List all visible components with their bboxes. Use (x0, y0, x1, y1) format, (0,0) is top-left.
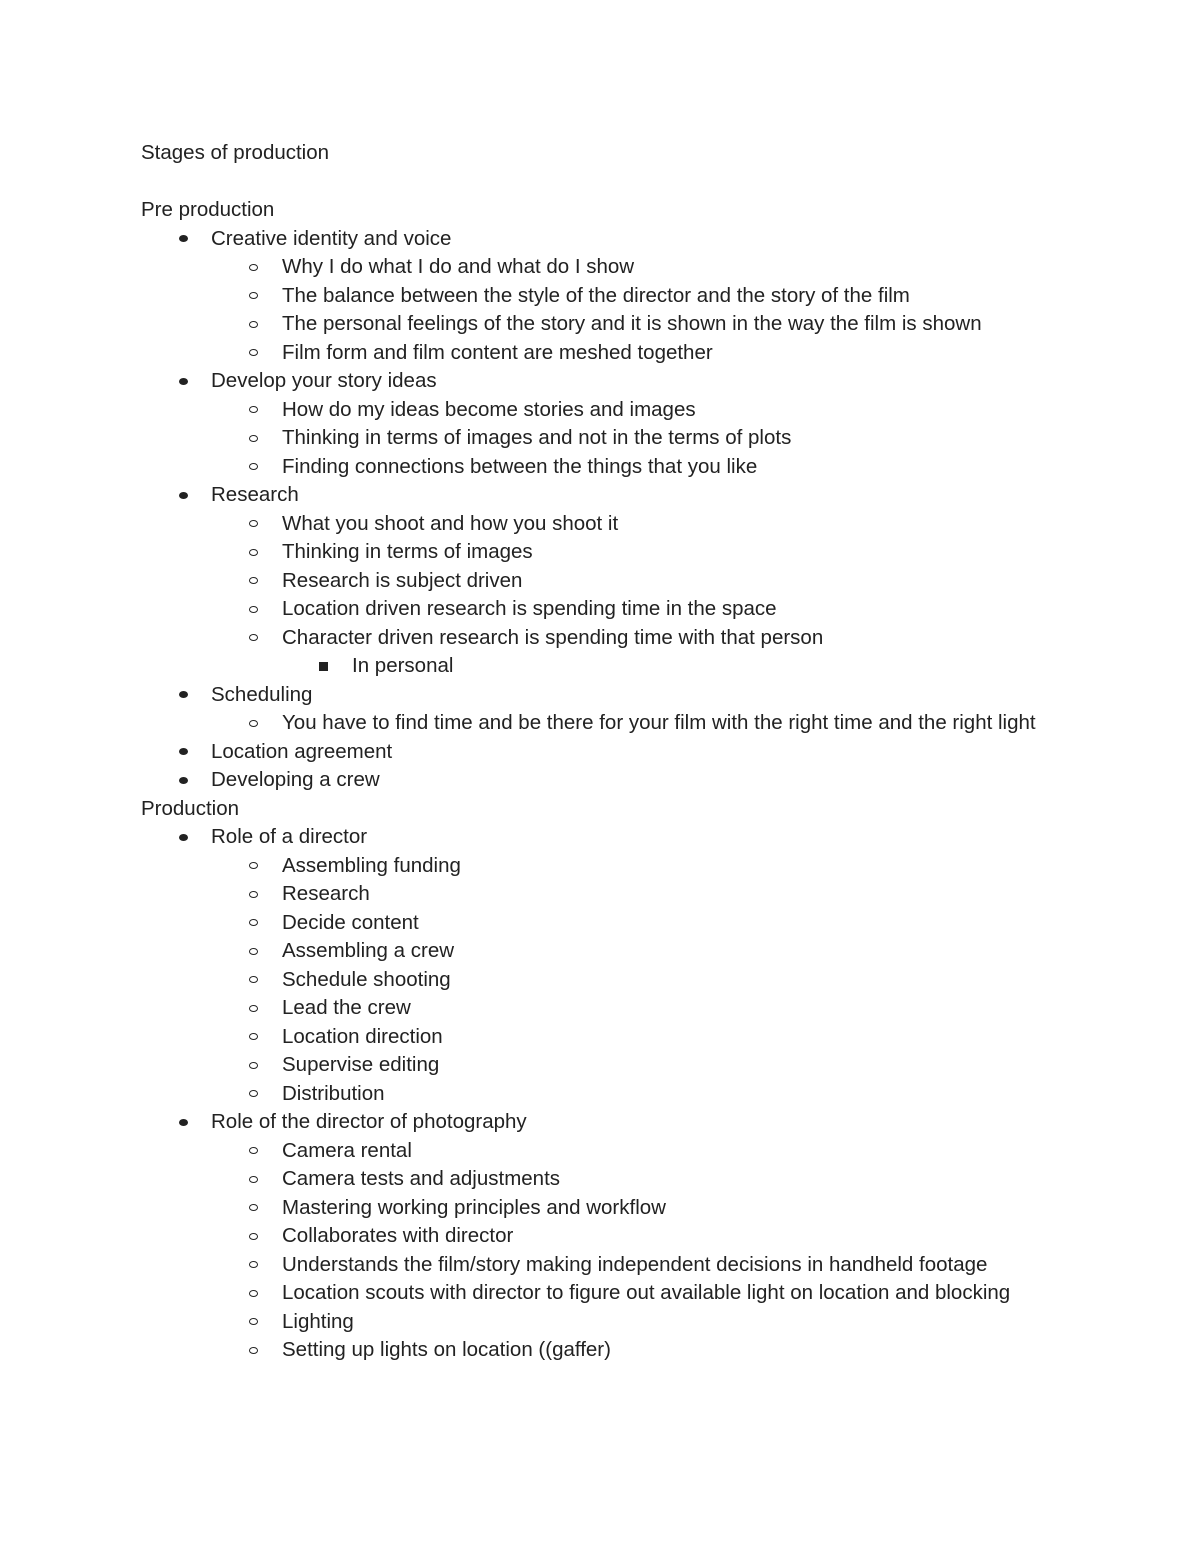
circle-bullet-icon (249, 339, 258, 368)
circle-bullet-icon (249, 1023, 258, 1052)
list-item-text: Research is subject driven (282, 568, 523, 592)
list-item-text: Thinking in terms of images (282, 540, 533, 563)
disc-bullet-icon (179, 367, 188, 396)
spacer (141, 168, 1061, 197)
circle-bullet-icon (249, 1194, 258, 1223)
list-item-level-3 (141, 652, 1061, 681)
list-item-level-2 (141, 1194, 1061, 1223)
list-item-text: Setting up lights on location ((gaffer) (282, 1338, 611, 1361)
list-item-level-1 (141, 1108, 1061, 1137)
disc-bullet-icon (179, 225, 188, 254)
list-item-text: Role of the director of photography (211, 1110, 527, 1133)
list-item-level-2 (141, 624, 1061, 653)
list-item-text: Location driven research is spending time in the space (282, 597, 777, 620)
disc-bullet-icon (179, 823, 188, 852)
list-item-level-1 (141, 225, 1061, 254)
list-item-text: Research (211, 483, 299, 506)
list-item-text: Distribution (282, 1081, 385, 1105)
list-item-level-2 (141, 1279, 1061, 1308)
list-item-level-2 (141, 709, 1061, 738)
circle-bullet-icon (249, 595, 258, 624)
list-item-level-2 (141, 339, 1061, 368)
list-item-text: Thinking in terms of images and not in the terms of plots (282, 426, 792, 449)
list-item-text: Research (282, 882, 370, 905)
circle-bullet-icon (249, 567, 258, 596)
circle-bullet-icon (249, 453, 258, 482)
list-item-text: Location scouts with director to figure out available light on location and blocking (282, 1281, 1011, 1304)
list-item-level-2 (141, 880, 1061, 909)
circle-bullet-icon (249, 510, 258, 539)
circle-bullet-icon (249, 310, 258, 339)
circle-bullet-icon (249, 852, 258, 881)
list-item-level-2 (141, 994, 1061, 1023)
circle-bullet-icon (249, 937, 258, 966)
list-item-text: Film form and film content are meshed together (282, 340, 713, 364)
list-item-text: Assembling a crew (282, 939, 455, 962)
section-heading: Production (141, 796, 240, 820)
document-body (141, 139, 1061, 1365)
list-item-level-1 (141, 681, 1061, 710)
list-item-text: Decide content (282, 910, 419, 934)
circle-bullet-icon (249, 1308, 258, 1337)
circle-bullet-icon (249, 396, 258, 425)
circle-bullet-icon (249, 538, 258, 567)
list-item-text: Creative identity and voice (211, 226, 452, 250)
list-item-text: In personal (352, 654, 454, 677)
circle-bullet-icon (249, 1051, 258, 1080)
circle-bullet-icon (249, 624, 258, 653)
list-item-level-2 (141, 937, 1061, 966)
list-item-level-2 (141, 1023, 1061, 1052)
list-item-text: Supervise editing (282, 1053, 440, 1076)
list-item-level-2 (141, 966, 1061, 995)
list-item-level-2 (141, 510, 1061, 539)
list-item-text: Schedule shooting (282, 967, 451, 991)
list-item-text: The personal feelings of the story and it is shown in the way the film is shown (282, 312, 982, 335)
circle-bullet-icon (249, 994, 258, 1023)
circle-bullet-icon (249, 709, 258, 738)
list-item-text: Develop your story ideas (211, 369, 437, 392)
list-item-text: Camera rental (282, 1138, 412, 1162)
disc-bullet-icon (179, 481, 188, 510)
list-item-text: Location direction (282, 1024, 443, 1048)
circle-bullet-icon (249, 1080, 258, 1109)
list-item-level-2 (141, 1137, 1061, 1166)
list-item-level-2 (141, 538, 1061, 567)
list-item-text: Why I do what I do and what do I show (282, 255, 635, 278)
list-item-text: Camera tests and adjustments (282, 1167, 561, 1190)
list-item-level-2 (141, 1336, 1061, 1365)
list-item-level-1 (141, 481, 1061, 510)
square-bullet-icon (319, 652, 328, 681)
list-item-text: Finding connections between the things that you like (282, 454, 758, 478)
list-item-level-2 (141, 453, 1061, 482)
list-item-level-2 (141, 1051, 1061, 1080)
list-item-text: Developing a crew (211, 768, 380, 791)
list-item-text: Character driven research is spending time with that person (282, 625, 824, 649)
list-item-level-2 (141, 424, 1061, 453)
list-item-text: Role of a director (211, 825, 368, 848)
list-item-level-2 (141, 1251, 1061, 1280)
circle-bullet-icon (249, 1222, 258, 1251)
disc-bullet-icon (179, 1108, 188, 1137)
circle-bullet-icon (249, 1251, 258, 1280)
circle-bullet-icon (249, 1165, 258, 1194)
disc-bullet-icon (179, 738, 188, 767)
circle-bullet-icon (249, 424, 258, 453)
list-item-level-2 (141, 1165, 1061, 1194)
list-item-text: Scheduling (211, 682, 313, 706)
document-title: Stages of production (141, 141, 330, 164)
circle-bullet-icon (249, 1336, 258, 1365)
list-item-text: Understands the film/story making independent decisions in handheld footage (282, 1252, 988, 1276)
list-item-level-2 (141, 1080, 1061, 1109)
list-item-level-2 (141, 567, 1061, 596)
list-item-text: Collaborates with director (282, 1224, 514, 1247)
section-heading: Pre production (141, 198, 275, 221)
circle-bullet-icon (249, 1279, 258, 1308)
circle-bullet-icon (249, 253, 258, 282)
list-item-level-2 (141, 396, 1061, 425)
circle-bullet-icon (249, 282, 258, 311)
list-item-level-2 (141, 310, 1061, 339)
list-item-level-1 (141, 766, 1061, 795)
list-item-level-2 (141, 852, 1061, 881)
list-item-level-1 (141, 823, 1061, 852)
list-item-level-2 (141, 253, 1061, 282)
circle-bullet-icon (249, 880, 258, 909)
disc-bullet-icon (179, 681, 188, 710)
list-item-level-2 (141, 1308, 1061, 1337)
list-item-level-2 (141, 282, 1061, 311)
list-item-text: Location agreement (211, 739, 393, 763)
list-item-text: You have to find time and be there for your film with the right time and the right light (282, 711, 1036, 734)
list-item-level-2 (141, 595, 1061, 624)
list-item-level-1 (141, 367, 1061, 396)
list-item-text: The balance between the style of the director and the story of the film (282, 283, 910, 307)
list-item-level-2 (141, 909, 1061, 938)
sections-container (141, 196, 1061, 1365)
list-item-level-2 (141, 1222, 1061, 1251)
list-item-text: Lighting (282, 1309, 354, 1333)
list-item-text: Lead the crew (282, 996, 411, 1019)
circle-bullet-icon (249, 909, 258, 938)
list-item-text: What you shoot and how you shoot it (282, 511, 619, 535)
circle-bullet-icon (249, 966, 258, 995)
list-item-text: Assembling funding (282, 853, 461, 877)
circle-bullet-icon (249, 1137, 258, 1166)
disc-bullet-icon (179, 766, 188, 795)
list-item-text: Mastering working principles and workflow (282, 1195, 666, 1219)
list-item-level-1 (141, 738, 1061, 767)
list-item-text: How do my ideas become stories and images (282, 397, 696, 421)
